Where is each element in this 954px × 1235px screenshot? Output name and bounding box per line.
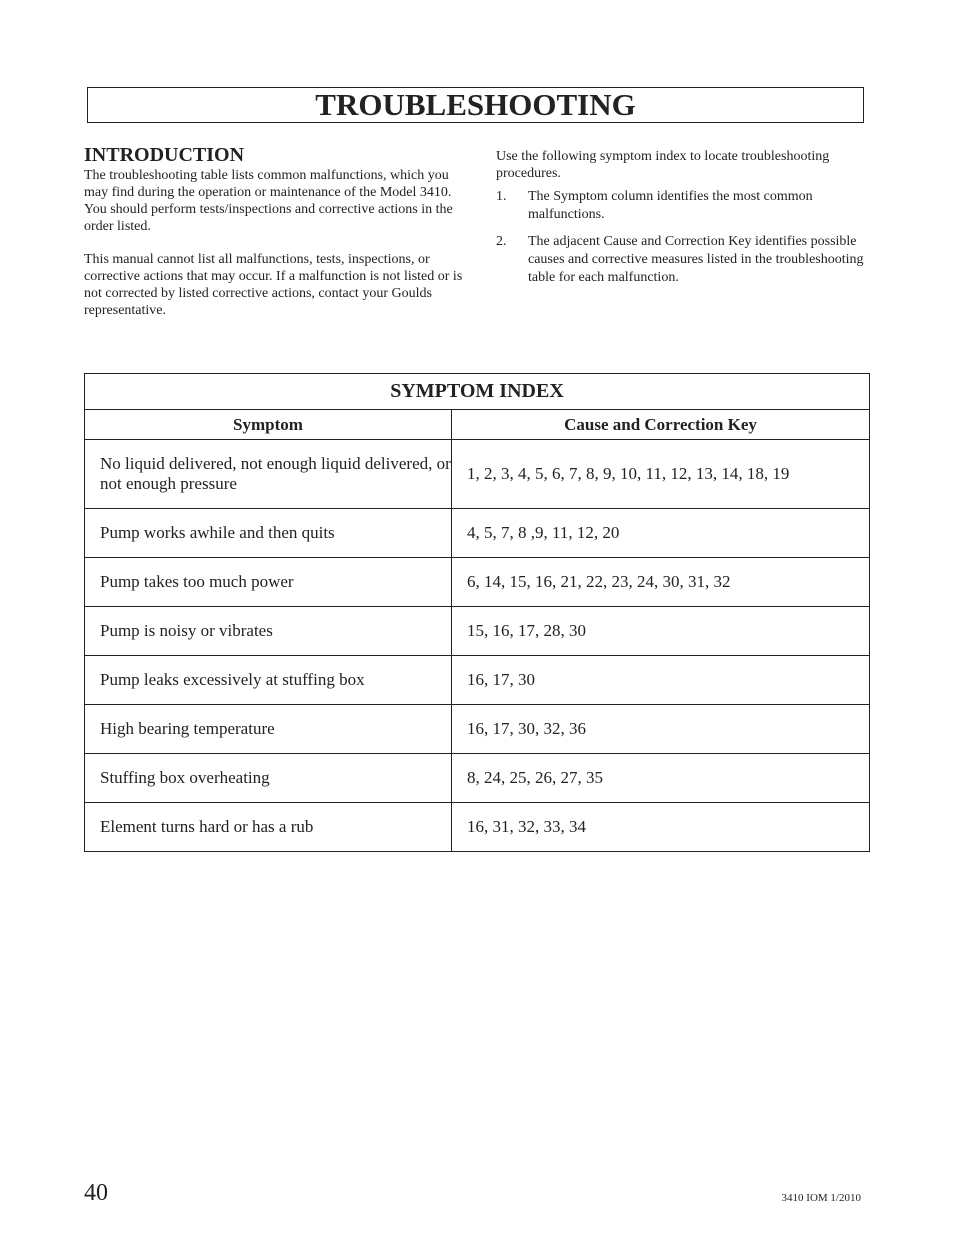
instruction-text: The adjacent Cause and Correction Key identifies possible causes and corrective measures listed in the troubleshooting table for each malfunction.: [528, 234, 864, 285]
key-cell: 4, 5, 7, 8 ,9, 11, 12, 20: [452, 509, 870, 558]
table-row: [85, 705, 870, 754]
symptom-cell: Pump leaks excessively at stuffing box: [85, 656, 452, 705]
page-title: TROUBLESHOOTING: [87, 87, 864, 123]
symptom-cell: No liquid delivered, not enough liquid delivered, or not enough pressure: [85, 440, 452, 509]
symptom-index-table: [84, 373, 870, 852]
instruction-item: [496, 188, 876, 224]
instructions-intro: Use the following symptom index to locate troubleshooting procedures.: [496, 149, 830, 181]
table-header-row: [85, 410, 870, 440]
symptom-cell: Pump is noisy or vibrates: [85, 607, 452, 656]
introduction-heading: INTRODUCTION: [84, 144, 245, 166]
table-row: [85, 440, 870, 509]
page-number: 40: [84, 1180, 108, 1206]
column-header-symptom: Symptom: [85, 410, 452, 440]
instructions-section: [496, 148, 876, 287]
symptom-cell: Element turns hard or has a rub: [85, 803, 452, 852]
table-row: [85, 656, 870, 705]
key-cell: 15, 16, 17, 28, 30: [452, 607, 870, 656]
table-row: [85, 803, 870, 852]
instruction-number: 2.: [496, 234, 507, 249]
column-header-key: Cause and Correction Key: [452, 410, 870, 440]
table-row: [85, 558, 870, 607]
symptom-cell: Pump takes too much power: [85, 558, 452, 607]
symptom-cell: High bearing temperature: [85, 705, 452, 754]
key-cell: 16, 31, 32, 33, 34: [452, 803, 870, 852]
table-row: [85, 509, 870, 558]
key-cell: 6, 14, 15, 16, 21, 22, 23, 24, 30, 31, 32: [452, 558, 870, 607]
key-cell: 1, 2, 3, 4, 5, 6, 7, 8, 9, 10, 11, 12, 13, 14, 18, 19: [452, 440, 870, 509]
symptom-index-title: SYMPTOM INDEX: [85, 374, 870, 410]
key-cell: 16, 17, 30: [452, 656, 870, 705]
table-row: [85, 607, 870, 656]
instruction-item: [496, 233, 876, 287]
instruction-text: The Symptom column identifies the most common malfunctions.: [528, 189, 813, 222]
table-row: [85, 754, 870, 803]
symptom-cell: Stuffing box overheating: [85, 754, 452, 803]
introduction-paragraph: This manual cannot list all malfunctions, tests, inspections, or corrective actions that may occur. If a malfunction is not listed or is not corrected by listed corrective actions, contact your Goulds representative.: [84, 252, 463, 318]
key-cell: 8, 24, 25, 26, 27, 35: [452, 754, 870, 803]
table-title-row: [85, 374, 870, 410]
instruction-number: 1.: [496, 189, 507, 204]
introduction-section: [84, 143, 464, 319]
key-cell: 16, 17, 30, 32, 36: [452, 705, 870, 754]
document-id: 3410 IOM 1/2010: [781, 1192, 861, 1204]
symptom-cell: Pump works awhile and then quits: [85, 509, 452, 558]
introduction-paragraph: The troubleshooting table lists common malfunctions, which you may find during the operation or maintenance of the Model 3410. You should perform tests/inspections and corrective actions in the order listed.: [84, 168, 453, 234]
